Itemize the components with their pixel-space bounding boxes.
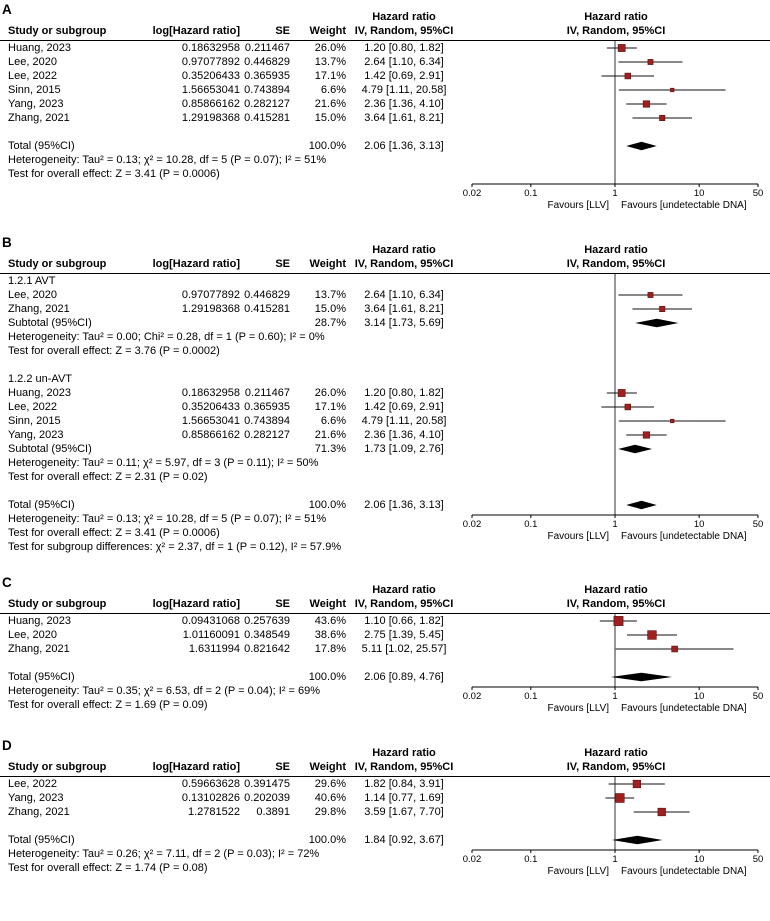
favours-left-label: Favours [LLV] [547, 866, 609, 877]
se-value: 0.415281 [244, 303, 290, 315]
study-marker [658, 808, 666, 816]
study-column-header: Study or subgroup [8, 598, 107, 610]
log-hr-value: 1.56653041 [181, 415, 240, 427]
study-name: Zhang, 2021 [8, 643, 70, 655]
note-text: Test for overall effect: Z = 1.69 (P = 0.09) [8, 699, 208, 711]
log-hr-value: 0.18632958 [181, 42, 240, 54]
weight-value: 17.8% [314, 643, 346, 655]
summary-diamond [611, 673, 672, 681]
weight-value: 29.6% [314, 778, 346, 790]
study-marker [625, 404, 631, 410]
weight-value: 15.0% [314, 303, 346, 315]
hr-ci-text: 1.20 [0.80, 1.82] [364, 387, 444, 399]
axis-tick-label: 10 [693, 854, 705, 865]
weight-value: 15.0% [314, 112, 346, 124]
se-value: 0.365935 [244, 70, 290, 82]
panel-label-C: C [2, 575, 12, 590]
favours-left-label: Favours [LLV] [547, 200, 609, 211]
hr-ci-text: 1.73 [1.09, 2.76] [364, 443, 444, 455]
study-marker [614, 616, 623, 625]
panel-label-D: D [2, 738, 12, 753]
se-value: 0.211467 [244, 42, 290, 54]
plot-column-subheader: IV, Random, 95%CI [566, 258, 666, 270]
note-text: Test for overall effect: Z = 2.31 (P = 0.02) [8, 471, 208, 483]
hr-ci-text: 2.06 [0.89, 4.76] [364, 671, 444, 683]
note-text: Heterogeneity: Tau² = 0.11; χ² = 5.97, df = 3 (P = 0.11); I² = 50% [8, 457, 319, 469]
study-name: Zhang, 2021 [8, 303, 70, 315]
log-hr-value: 0.85866162 [181, 98, 240, 110]
summary-diamond [626, 142, 656, 150]
hr-ci-text: 2.06 [1.36, 3.13] [364, 140, 444, 152]
summary-diamond [618, 445, 652, 453]
log-hr-value: 1.29198368 [181, 303, 240, 315]
favours-left-label: Favours [LLV] [547, 531, 609, 542]
header-spacer [240, 746, 290, 760]
hr-ci-text: 3.14 [1.73, 5.69] [364, 317, 444, 329]
weight-value: 26.0% [314, 42, 346, 54]
axis-tick-label: 10 [693, 188, 705, 199]
axis-tick-label: 0.1 [524, 691, 538, 702]
log-hr-value: 1.6311994 [188, 643, 240, 655]
hr-ci-text: 1.14 [0.77, 1.69] [364, 792, 444, 804]
axis-tick-label: 1 [612, 854, 618, 865]
header-spacer [128, 10, 240, 24]
study-name: Lee, 2022 [8, 778, 57, 790]
weight-value: 6.6% [320, 415, 346, 427]
se-value: 0.282127 [244, 429, 290, 441]
study-marker [625, 73, 631, 79]
log-hr-value: 1.56653041 [181, 84, 240, 96]
study-marker [660, 115, 665, 120]
axis-tick-label: 0.1 [524, 519, 538, 530]
study-column-header: Study or subgroup [8, 761, 107, 773]
se-value: 0.446829 [244, 289, 290, 301]
forest-plot-C [462, 578, 770, 717]
summary-diamond [635, 319, 679, 327]
study-marker [633, 780, 641, 788]
study-name: Huang, 2023 [8, 615, 71, 627]
favours-right-label: Favours [undetectable DNA] [621, 703, 747, 714]
axis-tick-label: 50 [752, 188, 764, 199]
se-value: 0.365935 [244, 401, 290, 413]
study-marker [672, 646, 678, 652]
se-value: 0.3891 [256, 806, 290, 818]
se-value [240, 498, 290, 512]
se-value [240, 670, 290, 684]
study-marker [615, 794, 624, 803]
log-hr-value [128, 498, 240, 512]
effect-column-header: Hazard ratio [372, 584, 436, 596]
weight-value: 21.6% [314, 429, 346, 441]
plot-column-header: Hazard ratio [584, 584, 648, 596]
note-text: Heterogeneity: Tau² = 0.00; Chi² = 0.28, df = 1 (P = 0.60); I² = 0% [8, 331, 325, 343]
weight-value: 100.0% [308, 834, 346, 846]
se-value [240, 316, 290, 330]
note-text: Test for overall effect: Z = 3.41 (P = 0.0006) [8, 527, 220, 539]
favours-right-label: Favours [undetectable DNA] [621, 200, 747, 211]
axis-tick-label: 1 [612, 188, 618, 199]
log-hr-value: 0.97077892 [181, 56, 240, 68]
weight-value: 71.3% [314, 443, 346, 455]
weight-value: 100.0% [308, 671, 346, 683]
forest-plot-svg-C [462, 578, 770, 717]
plot-column-subheader: IV, Random, 95%CI [566, 598, 666, 610]
loghr-column-header: log[Hazard ratio] [152, 25, 240, 37]
loghr-column-header: log[Hazard ratio] [152, 258, 240, 270]
se-value: 0.211467 [244, 387, 290, 399]
axis-tick-label: 50 [752, 691, 764, 702]
panel-label-B: B [2, 235, 12, 250]
effect-column-header: Hazard ratio [372, 747, 436, 759]
hr-ci-text: 1.84 [0.92, 3.67] [364, 834, 444, 846]
se-value [240, 442, 290, 456]
se-value: 0.743894 [244, 84, 290, 96]
summary-diamond [612, 836, 663, 844]
weight-value: 21.6% [314, 98, 346, 110]
weight-value: 6.6% [320, 84, 346, 96]
log-hr-value: 0.35206433 [181, 401, 240, 413]
study-name: Sinn, 2015 [8, 415, 61, 427]
log-hr-value: 0.18632958 [181, 387, 240, 399]
study-name: Zhang, 2021 [8, 112, 70, 124]
se-value [240, 833, 290, 847]
forest-plot-svg-B [462, 238, 770, 545]
weight-column-header: Weight [309, 258, 346, 270]
se-value: 0.446829 [244, 56, 290, 68]
study-name: Total (95%CI) [8, 671, 75, 683]
study-name: Total (95%CI) [8, 140, 75, 152]
se-value: 0.202039 [244, 792, 290, 804]
se-column-header: SE [275, 25, 290, 37]
se-column-header: SE [275, 598, 290, 610]
axis-tick-label: 1 [612, 691, 618, 702]
se-value: 0.282127 [244, 98, 290, 110]
note-text: Test for subgroup differences: χ² = 2.37, df = 1 (P = 0.12), I² = 57.9% [8, 541, 342, 553]
panel-label-A: A [2, 2, 12, 17]
study-column-header: Study or subgroup [8, 258, 107, 270]
effect-column-subheader: IV, Random, 95%CI [354, 258, 454, 270]
study-name: Lee, 2020 [8, 56, 57, 68]
favours-right-label: Favours [undetectable DNA] [621, 531, 747, 542]
summary-diamond [626, 501, 656, 509]
axis-tick-label: 0.02 [462, 854, 482, 865]
note-text: Test for overall effect: Z = 3.76 (P = 0.0002) [8, 345, 220, 357]
log-hr-value: 1.01160091 [182, 629, 240, 641]
note-text: Test for overall effect: Z = 1.74 (P = 0.08) [8, 862, 208, 874]
study-marker [618, 389, 625, 396]
effect-column-subheader: IV, Random, 95%CI [354, 25, 454, 37]
se-value: 0.743894 [244, 415, 290, 427]
log-hr-value [128, 316, 240, 330]
header-spacer [240, 243, 290, 257]
axis-tick-label: 0.1 [524, 854, 538, 865]
study-marker [648, 292, 653, 297]
weight-value: 17.1% [314, 70, 346, 82]
hr-ci-text: 1.42 [0.69, 2.91] [364, 70, 444, 82]
log-hr-value: 1.29198368 [181, 112, 240, 124]
header-spacer [240, 10, 290, 24]
axis-tick-label: 10 [693, 691, 705, 702]
weight-value: 38.6% [314, 629, 346, 641]
subgroup-title: 1.2.1 AVT [8, 275, 56, 287]
log-hr-value: 0.85866162 [181, 429, 240, 441]
study-marker [643, 432, 650, 439]
log-hr-value: 0.97077892 [181, 289, 240, 301]
weight-value: 26.0% [314, 387, 346, 399]
weight-column-header: Weight [309, 25, 346, 37]
weight-value: 29.8% [314, 806, 346, 818]
axis-tick-label: 10 [693, 519, 705, 530]
weight-value: 17.1% [314, 401, 346, 413]
study-name: Subtotal (95%CI) [8, 317, 92, 329]
study-marker [618, 44, 625, 51]
se-value: 0.391475 [244, 778, 290, 790]
study-name: Huang, 2023 [8, 42, 71, 54]
effect-column-subheader: IV, Random, 95%CI [354, 598, 454, 610]
loghr-column-header: log[Hazard ratio] [152, 598, 240, 610]
se-value: 0.348549 [244, 629, 290, 641]
study-name: Sinn, 2015 [8, 84, 61, 96]
forest-plot-svg-A [462, 5, 770, 214]
subgroup-title: 1.2.2 un-AVT [8, 373, 72, 385]
study-name: Yang, 2023 [8, 429, 64, 441]
hr-ci-text: 2.75 [1.39, 5.45] [364, 629, 444, 641]
weight-column-header: Weight [309, 598, 346, 610]
forest-plot-svg-D [462, 741, 770, 880]
study-marker [670, 419, 674, 423]
log-hr-value: 0.59663628 [181, 778, 240, 790]
log-hr-value [128, 670, 240, 684]
study-column-header: Study or subgroup [8, 25, 107, 37]
weight-column-header: Weight [309, 761, 346, 773]
note-text: Test for overall effect: Z = 3.41 (P = 0.0006) [8, 168, 220, 180]
se-value [240, 139, 290, 153]
effect-column-subheader: IV, Random, 95%CI [354, 761, 454, 773]
hr-ci-text: 2.36 [1.36, 4.10] [364, 429, 444, 441]
note-text: Heterogeneity: Tau² = 0.13; χ² = 10.28, df = 5 (P = 0.07); I² = 51% [8, 154, 327, 166]
study-name: Total (95%CI) [8, 834, 75, 846]
study-name: Zhang, 2021 [8, 806, 70, 818]
axis-tick-label: 0.02 [462, 691, 482, 702]
forest-plot-B [462, 238, 770, 545]
header-spacer [290, 243, 346, 257]
se-value: 0.415281 [244, 112, 290, 124]
hr-ci-text: 2.64 [1.10, 6.34] [364, 56, 444, 68]
note-text: Heterogeneity: Tau² = 0.35; χ² = 6.53, df = 2 (P = 0.04); I² = 69% [8, 685, 321, 697]
effect-column-header: Hazard ratio [372, 11, 436, 23]
study-name: Lee, 2022 [8, 70, 57, 82]
study-marker [643, 101, 650, 108]
loghr-column-header: log[Hazard ratio] [152, 761, 240, 773]
study-name: Huang, 2023 [8, 387, 71, 399]
header-spacer [290, 583, 346, 597]
hr-ci-text: 2.36 [1.36, 4.10] [364, 98, 444, 110]
hr-ci-text: 1.82 [0.84, 3.91] [364, 778, 444, 790]
study-name: Lee, 2022 [8, 401, 57, 413]
forest-panel-A [0, 2, 770, 224]
axis-tick-label: 0.02 [462, 188, 482, 199]
hr-ci-text: 1.20 [0.80, 1.82] [364, 42, 444, 54]
effect-column-header: Hazard ratio [372, 244, 436, 256]
se-value: 0.257639 [244, 615, 290, 627]
hr-ci-text: 4.79 [1.11, 20.58] [361, 84, 447, 96]
se-column-header: SE [275, 761, 290, 773]
favours-left-label: Favours [LLV] [547, 703, 609, 714]
log-hr-value: 0.09431068 [181, 615, 240, 627]
study-name: Lee, 2020 [8, 289, 57, 301]
axis-tick-label: 50 [752, 519, 764, 530]
se-column-header: SE [275, 258, 290, 270]
log-hr-value [128, 442, 240, 456]
header-spacer [290, 746, 346, 760]
weight-value: 28.7% [314, 317, 346, 329]
forest-plot-D [462, 741, 770, 880]
study-marker [648, 59, 653, 64]
weight-value: 100.0% [308, 140, 346, 152]
header-spacer [240, 583, 290, 597]
weight-value: 40.6% [314, 792, 346, 804]
forest-plot-A [462, 5, 770, 214]
hr-ci-text: 3.64 [1.61, 8.21] [364, 112, 444, 124]
hr-ci-text: 4.79 [1.11, 20.58] [361, 415, 447, 427]
note-text: Heterogeneity: Tau² = 0.13; χ² = 10.28, df = 5 (P = 0.07); I² = 51% [8, 513, 327, 525]
hr-ci-text: 3.59 [1.67, 7.70] [364, 806, 444, 818]
se-value: 0.821642 [244, 643, 290, 655]
study-name: Subtotal (95%CI) [8, 443, 92, 455]
hr-ci-text: 1.10 [0.66, 1.82] [364, 615, 444, 627]
plot-column-subheader: IV, Random, 95%CI [566, 761, 666, 773]
axis-tick-label: 0.02 [462, 519, 482, 530]
study-name: Yang, 2023 [8, 792, 64, 804]
hr-ci-text: 2.06 [1.36, 3.13] [364, 499, 444, 511]
plot-column-header: Hazard ratio [584, 11, 648, 23]
header-spacer [0, 746, 128, 760]
header-spacer [128, 243, 240, 257]
forest-panel-D [0, 738, 770, 890]
header-spacer [0, 583, 128, 597]
note-text: Heterogeneity: Tau² = 0.26; χ² = 7.11, df = 2 (P = 0.03); I² = 72% [8, 848, 320, 860]
weight-value: 13.7% [314, 56, 346, 68]
study-name: Total (95%CI) [8, 499, 75, 511]
hr-ci-text: 5.11 [1.02, 25.57] [361, 643, 447, 655]
axis-tick-label: 1 [612, 519, 618, 530]
study-marker [648, 631, 657, 640]
weight-value: 13.7% [314, 289, 346, 301]
forest-panel-B [0, 235, 770, 564]
header-spacer [128, 583, 240, 597]
log-hr-value: 1.2781522 [188, 806, 240, 818]
log-hr-value: 0.35206433 [181, 70, 240, 82]
hr-ci-text: 2.64 [1.10, 6.34] [364, 289, 444, 301]
study-marker [670, 88, 674, 92]
study-name: Lee, 2020 [8, 629, 57, 641]
header-spacer [128, 746, 240, 760]
header-spacer [0, 243, 128, 257]
hr-ci-text: 1.42 [0.69, 2.91] [364, 401, 444, 413]
hr-ci-text: 3.64 [1.61, 8.21] [364, 303, 444, 315]
plot-column-subheader: IV, Random, 95%CI [566, 25, 666, 37]
study-name: Yang, 2023 [8, 98, 64, 110]
plot-column-header: Hazard ratio [584, 747, 648, 759]
study-marker [660, 306, 665, 311]
plot-column-header: Hazard ratio [584, 244, 648, 256]
forest-panel-C [0, 575, 770, 727]
log-hr-value: 0.13102826 [181, 792, 240, 804]
weight-value: 43.6% [314, 615, 346, 627]
favours-right-label: Favours [undetectable DNA] [621, 866, 747, 877]
weight-value: 100.0% [308, 499, 346, 511]
log-hr-value [128, 139, 240, 153]
axis-tick-label: 50 [752, 854, 764, 865]
log-hr-value [128, 833, 240, 847]
header-spacer [290, 10, 346, 24]
header-spacer [0, 10, 128, 24]
axis-tick-label: 0.1 [524, 188, 538, 199]
